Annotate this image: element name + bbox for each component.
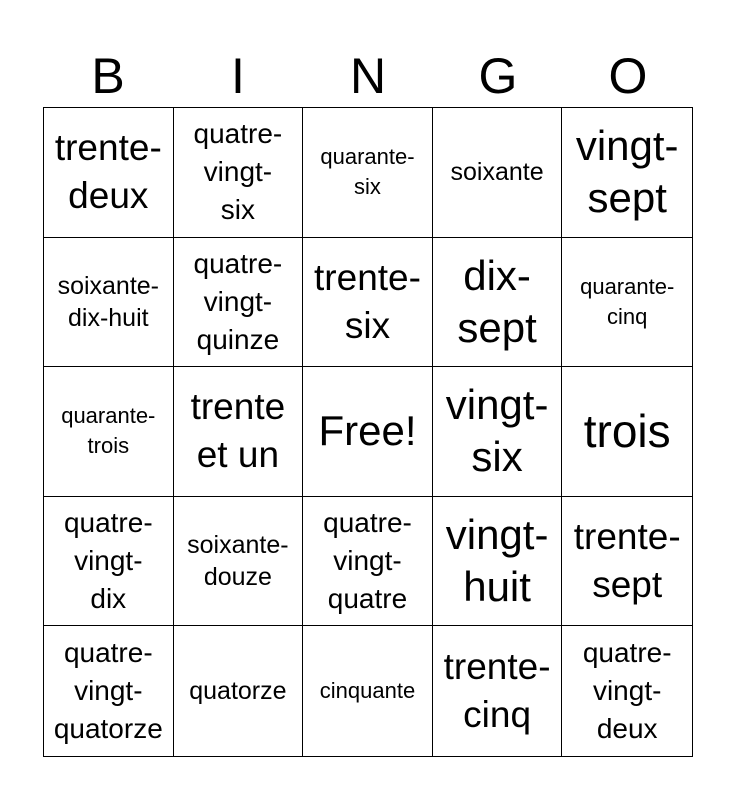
bingo-cell-r1-c4[interactable]	[433, 108, 563, 238]
bingo-cell-r3-c1[interactable]	[44, 367, 174, 497]
bingo-cell-text: quatre- vingt- quatorze	[53, 637, 163, 745]
bingo-cell-text: cinquante	[319, 678, 416, 704]
bingo-cell-text: soixante	[450, 158, 544, 187]
bingo-cell-r5-c1[interactable]	[44, 626, 174, 756]
bingo-cell-text: trois	[583, 405, 671, 458]
bingo-cell-text: vingt- six	[445, 381, 549, 481]
free-space-label: Free!	[318, 407, 417, 455]
bingo-cell-r3-c5[interactable]	[562, 367, 692, 497]
bingo-cell-text: quatre- vingt- six	[193, 118, 283, 226]
bingo-cell-r3-c4[interactable]	[433, 367, 563, 497]
bingo-cell-r5-c3[interactable]	[303, 626, 433, 756]
bingo-cell-r2-c3[interactable]	[303, 238, 433, 368]
bingo-cell-r1-c5[interactable]	[562, 108, 692, 238]
header-letter-n: N	[349, 48, 387, 104]
bingo-header	[43, 48, 693, 104]
bingo-cell-text: quatre- vingt- dix	[63, 507, 153, 615]
bingo-cell-text: soixante- dix-huit	[57, 271, 160, 332]
header-letter-o: O	[608, 48, 648, 104]
bingo-cell-text: quatre- vingt- deux	[582, 637, 672, 745]
bingo-cell-text: quarante- cinq	[580, 273, 675, 329]
bingo-cell-r1-c3[interactable]	[303, 108, 433, 238]
bingo-cell-text: trente et un	[190, 386, 286, 476]
bingo-cell-r3-c2[interactable]	[174, 367, 304, 497]
bingo-cell-text: trente- cinq	[443, 646, 551, 736]
bingo-cell-text: quatorze	[189, 677, 287, 706]
bingo-cell-r1-c1[interactable]	[44, 108, 174, 238]
bingo-cell-r5-c5[interactable]	[562, 626, 692, 756]
bingo-cell-r1-c2[interactable]	[174, 108, 304, 238]
bingo-cell-text: trente- six	[314, 256, 421, 346]
bingo-cell-r5-c4[interactable]	[433, 626, 563, 756]
bingo-cell-text: quarante- six	[320, 144, 415, 200]
bingo-cell-r4-c1[interactable]	[44, 497, 174, 627]
bingo-cell-text: quarante- trois	[61, 403, 156, 459]
bingo-cell-r5-c2[interactable]	[174, 626, 304, 756]
header-letter-g: G	[478, 48, 518, 104]
bingo-cell-r4-c3[interactable]	[303, 497, 433, 627]
bingo-cell-text: vingt- huit	[445, 511, 549, 611]
bingo-cell-text: vingt- sept	[575, 122, 679, 222]
bingo-cell-r2-c2[interactable]	[174, 238, 304, 368]
bingo-board	[43, 107, 693, 757]
header-letter-i: I	[231, 48, 245, 104]
bingo-cell-r4-c2[interactable]	[174, 497, 304, 627]
bingo-cell-r2-c4[interactable]	[433, 238, 563, 368]
bingo-cell-r2-c1[interactable]	[44, 238, 174, 368]
bingo-cell-text: trente- sept	[573, 516, 681, 606]
bingo-cell-r4-c4[interactable]	[433, 497, 563, 627]
bingo-cell-text: quatre- vingt- quinze	[193, 247, 283, 355]
bingo-cell-text: dix- sept	[457, 251, 537, 351]
bingo-cell-text: quatre- vingt- quatre	[323, 507, 412, 615]
bingo-cell-text: soixante- douze	[187, 531, 289, 592]
bingo-cell-text: trente- deux	[54, 127, 162, 217]
bingo-cell-r4-c5[interactable]	[562, 497, 692, 627]
bingo-cell-r2-c5[interactable]	[562, 238, 692, 368]
header-letter-b: B	[91, 48, 125, 104]
bingo-cell-free[interactable]	[303, 367, 433, 497]
